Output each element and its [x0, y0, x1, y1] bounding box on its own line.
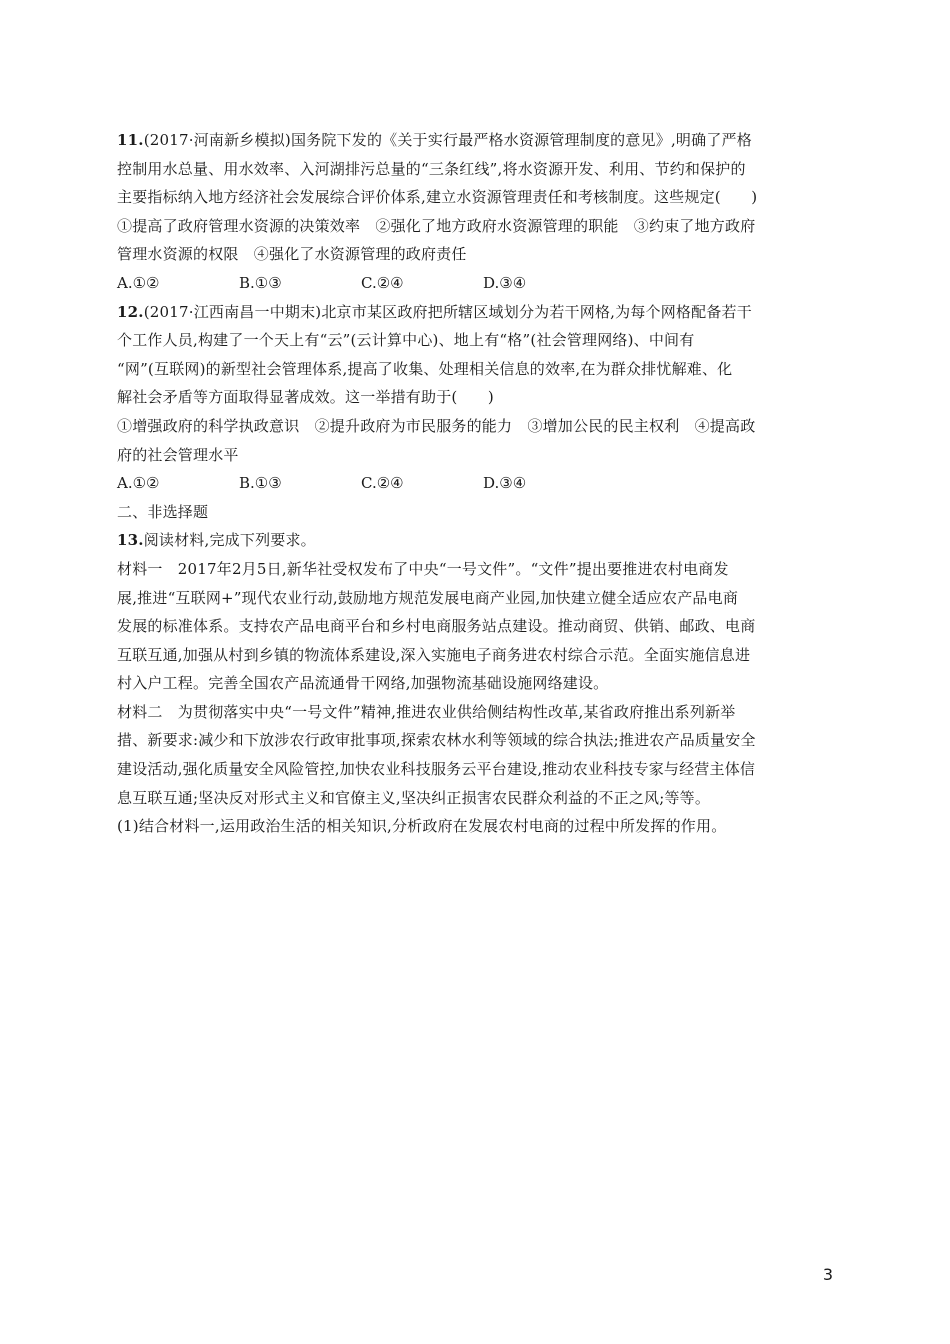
question-11-line-2: 控制用水总量、用水效率、入河湖排污总量的“三条红线”,将水资源开发、利用、节约和保护的	[117, 159, 746, 178]
question-12	[117, 298, 837, 498]
question-11-line-4: ①提高了政府管理水资源的决策效率 ②强化了地方政府水资源管理的职能 ③约束了地方政府	[117, 216, 756, 235]
material-2-line: 措、新要求:减少和下放涉农行政审批事项,探索农林水利等领域的综合执法;推进农产品质量安全	[117, 731, 756, 750]
question-12-line-3: “网”(互联网)的新型社会管理体系,提高了收集、处理相关信息的效率,在为群众排忧解难、化	[117, 359, 733, 378]
question-11-line-3: 主要指标纳入地方经济社会发展综合评价体系,建立水资源管理责任和考核制度。这些规定( )	[117, 188, 758, 207]
question-13-sub-1: (1)结合材料一,运用政治生活的相关知识,分析政府在发展农村电商的过程中所发挥的作用。	[117, 817, 727, 836]
question-11-number: 11.	[117, 131, 144, 149]
question-12-line-5: ①增强政府的科学执政意识 ②提升政府为市民服务的能力 ③增加公民的民主权利 ④提高政	[117, 416, 756, 435]
question-12-line-4: 解社会矛盾等方面取得显著成效。这一举措有助于( )	[117, 388, 494, 407]
question-12-options	[117, 469, 837, 498]
material-2	[117, 698, 837, 812]
question-12-line-6: 府的社会管理水平	[117, 445, 239, 464]
question-11-line-5: 管理水资源的权限 ④强化了水资源管理的政府责任	[117, 245, 467, 264]
option-b: B.①③	[239, 474, 282, 493]
question-12-line-1: 12.(2017·江西南昌一中期末)北京市某区政府把所辖区域划分为若干网格,为每个网格配备若干	[117, 302, 752, 321]
option-d: D.③④	[483, 273, 527, 292]
material-1-line: 互联互通,加强从村到乡镇的物流体系建设,深入实施电子商务进农村综合示范。全面实施信息进	[117, 645, 751, 664]
option-b: B.①③	[239, 273, 282, 292]
option-c: C.②④	[361, 273, 404, 292]
question-11	[117, 126, 837, 298]
question-11-line-1: 11.(2017·河南新乡模拟)国务院下发的《关于实行最严格水资源管理制度的意见》,明确了严格	[117, 131, 752, 149]
page-number: 3	[822, 1265, 833, 1284]
material-2-line: 建设活动,强化质量安全风险管控,加快农业科技服务云平台建设,推动农业科技专家与经营主体信	[117, 760, 756, 779]
section-title: 二、非选择题	[117, 502, 209, 521]
question-13-intro: 13.阅读材料,完成下列要求。	[117, 531, 316, 550]
material-1	[117, 555, 837, 698]
question-12-line-2: 个工作人员,构建了一个天上有“云”(云计算中心)、地上有“格”(社会管理网络)、中间有	[117, 331, 695, 350]
material-1-line: 发展的标准体系。支持农产品电商平台和乡村电商服务站点建设。推动商贸、供销、邮政、电商	[117, 617, 756, 636]
question-13	[117, 526, 837, 841]
material-2-line: 息互联互通;坚决反对形式主义和官僚主义,坚决纠正损害农民群众利益的不正之风;等等。	[117, 788, 711, 807]
option-c: C.②④	[361, 474, 404, 493]
option-a: A.①②	[117, 273, 160, 292]
material-1-line: 展,推进“互联网+”现代农业行动,鼓励地方规范发展电商产业园,加快建立健全适应农产品电商	[117, 588, 739, 607]
option-d: D.③④	[483, 474, 527, 493]
page-content	[117, 126, 837, 841]
option-a: A.①②	[117, 474, 160, 493]
question-13-number: 13.	[117, 531, 144, 550]
material-1-line: 村入户工程。完善全国农产品流通骨干网络,加强物流基础设施网络建设。	[117, 674, 609, 693]
question-11-options	[117, 269, 837, 298]
material-2-line: 材料二 为贯彻落实中央“一号文件”精神,推进农业供给侧结构性改革,某省政府推出系列新举	[117, 702, 736, 721]
material-1-line: 材料一 2017年2月5日,新华社受权发布了中央“一号文件”。“文件”提出要推进农村电商发	[117, 559, 729, 578]
question-12-number: 12.	[117, 302, 144, 321]
